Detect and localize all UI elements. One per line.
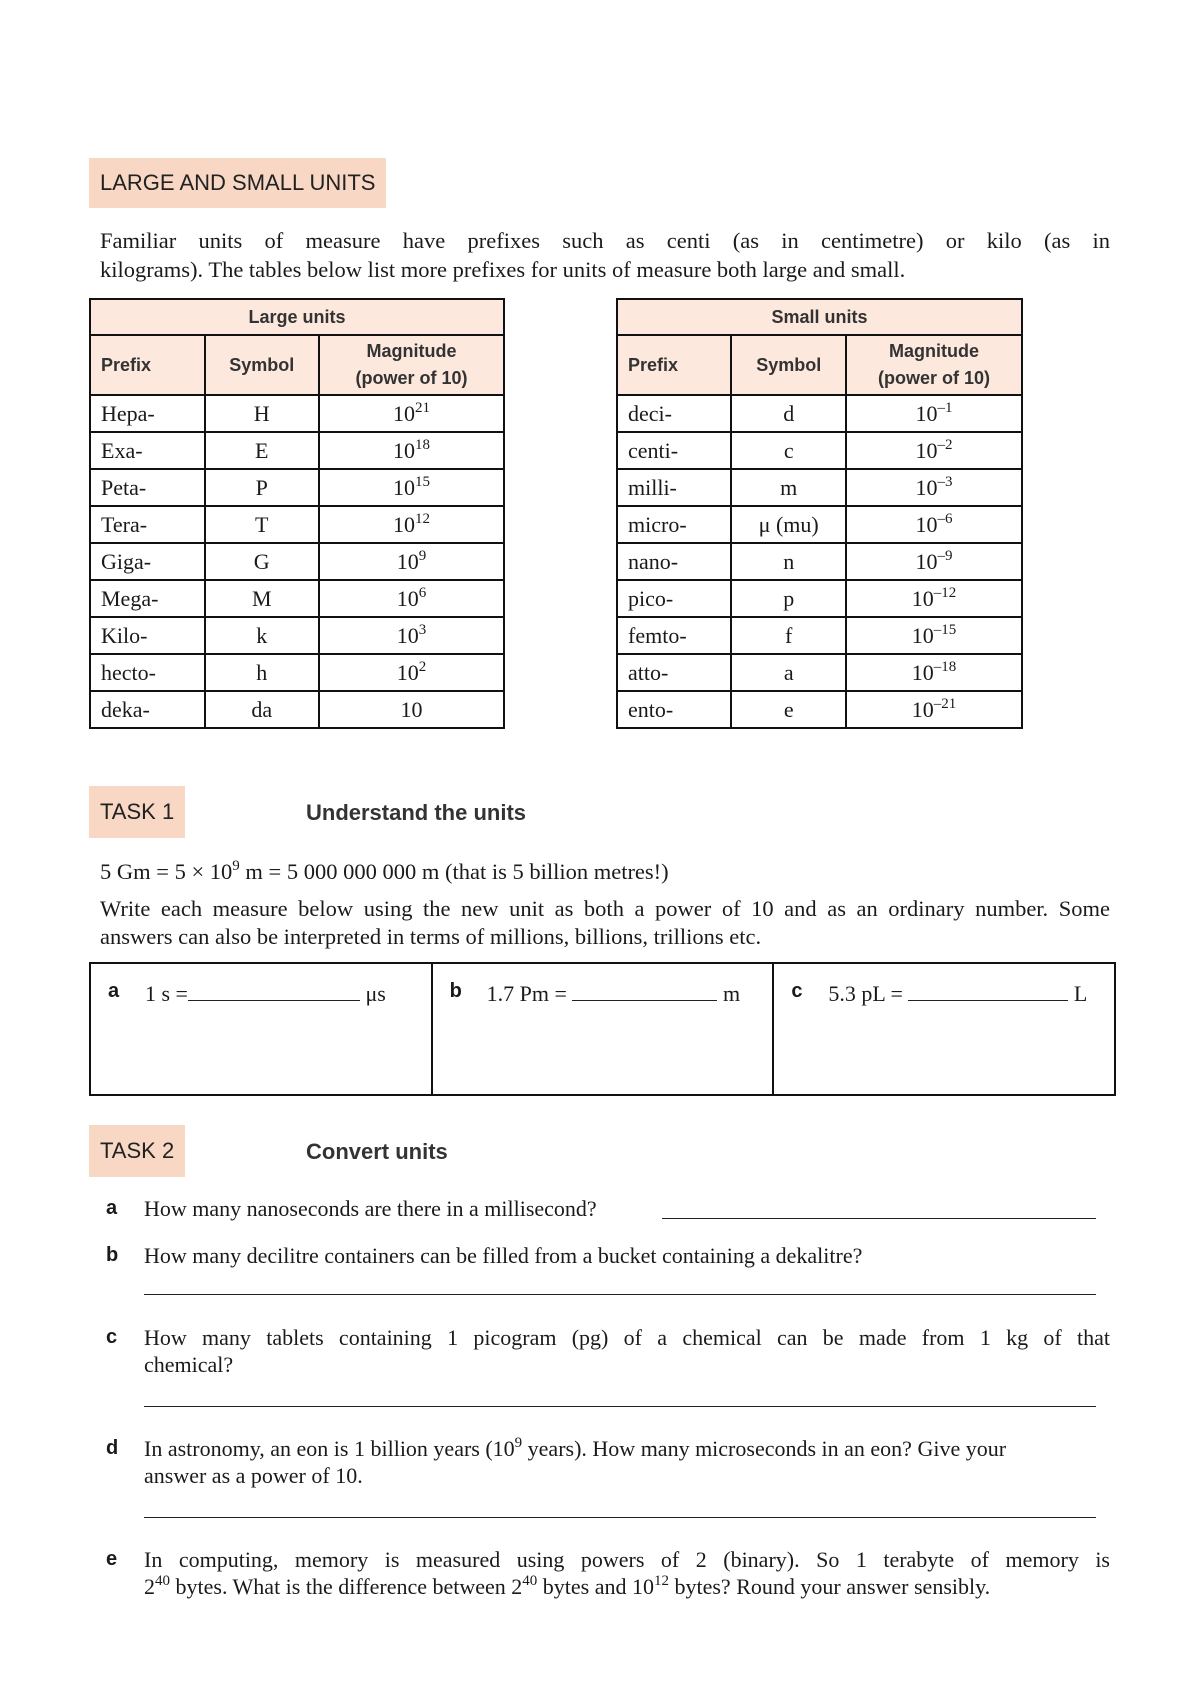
table-row — [617, 617, 1022, 654]
magnitude-cell: $10^2$ — [319, 654, 504, 691]
col-header-magnitude: Magnitude (power of 10) — [846, 335, 1022, 395]
prefix-cell: centi- — [617, 432, 731, 469]
item-expression: 5.3 pL = L — [828, 978, 1087, 1007]
item-expression: 1.7 Pm = m — [487, 978, 740, 1007]
magnitude-cell: $10^{-18}$ — [846, 654, 1022, 691]
table-row — [617, 432, 1022, 469]
table-row — [90, 543, 504, 580]
prefix-cell: Exa- — [90, 432, 205, 469]
task1-example: 5 $Gm = 5 \times 10^9$ m = 5 000 000 000 m (that is 5 billion metres!) — [100, 858, 669, 884]
magnitude-cell: $10^{21}$ — [319, 395, 504, 432]
prefix-cell: deci- — [617, 395, 731, 432]
prefix-cell: atto- — [617, 654, 731, 691]
prefix-cell: deka- — [90, 691, 205, 728]
intro-line-1: Familiar units of measure have prefixes such as centi (as in centimetre) or kilo (as in — [100, 228, 1110, 253]
table-row — [90, 617, 504, 654]
intro-line-2: kilograms). The tables below list more prefixes for units of measure both large and small. — [100, 257, 906, 282]
symbol-cell: f — [731, 617, 845, 654]
table-row — [90, 506, 504, 543]
symbol-cell: E — [205, 432, 319, 469]
table-row — [90, 395, 504, 432]
question-text: How many nanoseconds are there in a millisecond? — [144, 1196, 597, 1221]
section-tag: LARGE AND SMALL UNITS — [89, 158, 386, 208]
item-label: a — [108, 980, 120, 1002]
col-header-magnitude: Magnitude (power of 10) — [319, 335, 504, 395]
large-table-caption: Large units — [90, 299, 504, 335]
prefix-cell: micro- — [617, 506, 731, 543]
prefix-cell: Hepa- — [90, 395, 205, 432]
task2-tag: TASK 2 — [89, 1125, 185, 1177]
symbol-cell: m — [731, 469, 845, 506]
col-header-symbol: Symbol — [205, 335, 319, 395]
answer-line[interactable] — [662, 1218, 1096, 1219]
question-text-line-2: chemical? — [144, 1352, 234, 1377]
task1-item-c — [774, 964, 1114, 1094]
table-row — [617, 395, 1022, 432]
magnitude-cell: 10 — [319, 691, 504, 728]
small-units-table — [616, 298, 1023, 729]
prefix-cell: nano- — [617, 543, 731, 580]
prefix-cell: milli- — [617, 469, 731, 506]
answer-blank[interactable] — [908, 978, 1068, 1001]
symbol-cell: d — [731, 395, 845, 432]
table-row — [90, 580, 504, 617]
symbol-cell: p — [731, 580, 845, 617]
prefix-cell: hecto- — [90, 654, 205, 691]
symbol-cell: H — [205, 395, 319, 432]
question-label: c — [106, 1326, 118, 1348]
task1-item-a — [91, 964, 433, 1094]
prefix-cell: Kilo- — [90, 617, 205, 654]
prefix-cell: femto- — [617, 617, 731, 654]
small-table-caption: Small units — [617, 299, 1022, 335]
question-text-line-2: $2^{40}$ bytes. What is the difference between $2^{40}$ bytes and $10^{12}$ bytes? Round your answer sensibly. — [144, 1573, 991, 1599]
answer-line[interactable] — [144, 1406, 1096, 1407]
col-header-symbol: Symbol — [731, 335, 845, 395]
magnitude-cell: $10^{15}$ — [319, 469, 504, 506]
task1-instructions-line-2: answers can also be interpreted in terms of millions, billions, trillions etc. — [100, 924, 762, 949]
task1-title: Understand the units — [306, 800, 527, 825]
symbol-cell: da — [205, 691, 319, 728]
table-row — [90, 432, 504, 469]
symbol-cell: e — [731, 691, 845, 728]
answer-line[interactable] — [144, 1294, 1096, 1295]
task1-instructions-line-1: Write each measure below using the new unit as both a power of 10 and as an ordinary number. Some — [100, 896, 1110, 921]
magnitude-cell: $10^{-3}$ — [846, 469, 1022, 506]
question-text-line-1: In astronomy, an eon is 1 billion years ($10^9$ years). How many microseconds in an eon? Give your — [144, 1435, 1007, 1461]
magnitude-cell: $10^{-9}$ — [846, 543, 1022, 580]
question-text-line-1: How many tablets containing 1 picogram (pg) of a chemical can be made from 1 kg of that — [144, 1325, 1110, 1350]
prefix-cell: Tera- — [90, 506, 205, 543]
question-label: a — [106, 1197, 118, 1219]
magnitude-cell: $10^{-2}$ — [846, 432, 1022, 469]
task1-answer-box — [89, 962, 1116, 1096]
table-row — [617, 506, 1022, 543]
symbol-cell: M — [205, 580, 319, 617]
magnitude-cell: $10^3$ — [319, 617, 504, 654]
answer-blank[interactable] — [188, 978, 360, 1001]
symbol-cell: μ (mu) — [731, 506, 845, 543]
col-header-prefix: Prefix — [90, 335, 205, 395]
magnitude-cell: $10^{18}$ — [319, 432, 504, 469]
item-label: c — [791, 980, 803, 1002]
table-row — [617, 580, 1022, 617]
prefix-cell: pico- — [617, 580, 731, 617]
symbol-cell: k — [205, 617, 319, 654]
large-units-table — [89, 298, 505, 729]
question-label: b — [106, 1244, 119, 1266]
prefix-cell: Peta- — [90, 469, 205, 506]
question-text-line-2: answer as a power of 10. — [144, 1463, 363, 1488]
col-header-prefix: Prefix — [617, 335, 731, 395]
question-text-line-1: In computing, memory is measured using powers of 2 (binary). So 1 terabyte of memory is — [144, 1547, 1110, 1572]
table-row — [90, 654, 504, 691]
magnitude-cell: $10^{-21}$ — [846, 691, 1022, 728]
table-row — [617, 469, 1022, 506]
table-row — [617, 691, 1022, 728]
symbol-cell: G — [205, 543, 319, 580]
magnitude-cell: $10^6$ — [319, 580, 504, 617]
symbol-cell: a — [731, 654, 845, 691]
prefix-cell: Giga- — [90, 543, 205, 580]
symbol-cell: P — [205, 469, 319, 506]
task1-item-b — [433, 964, 775, 1094]
prefix-cell: ento- — [617, 691, 731, 728]
magnitude-cell: $10^9$ — [319, 543, 504, 580]
table-row — [617, 543, 1022, 580]
item-label: b — [449, 980, 462, 1002]
answer-blank[interactable] — [572, 978, 717, 1001]
task1-tag: TASK 1 — [89, 786, 185, 838]
table-row — [90, 691, 504, 728]
magnitude-cell: $10^{-12}$ — [846, 580, 1022, 617]
symbol-cell: h — [205, 654, 319, 691]
symbol-cell: c — [731, 432, 845, 469]
table-row — [617, 654, 1022, 691]
prefix-cell: Mega- — [90, 580, 205, 617]
question-text: How many decilitre containers can be filled from a bucket containing a dekalitre? — [144, 1243, 863, 1268]
magnitude-cell: $10^{-6}$ — [846, 506, 1022, 543]
magnitude-cell: $10^{-15}$ — [846, 617, 1022, 654]
task2-title: Convert units — [306, 1139, 448, 1164]
magnitude-cell: $10^{-1}$ — [846, 395, 1022, 432]
symbol-cell: n — [731, 543, 845, 580]
item-expression: 1 s = μs — [145, 978, 386, 1007]
answer-line[interactable] — [144, 1517, 1096, 1518]
symbol-cell: T — [205, 506, 319, 543]
question-label: e — [106, 1548, 118, 1570]
table-row — [90, 469, 504, 506]
question-label: d — [106, 1437, 119, 1459]
magnitude-cell: $10^{12}$ — [319, 506, 504, 543]
